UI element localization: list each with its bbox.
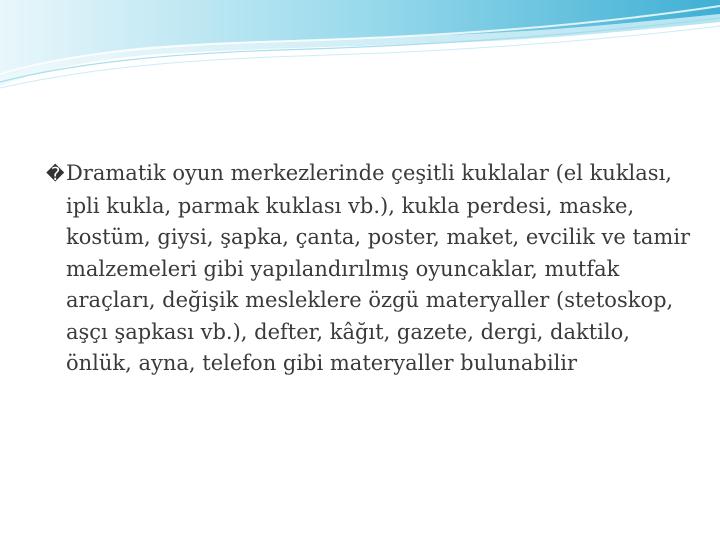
- slide-content: [46, 158, 696, 380]
- bullet-glyph: �: [46, 164, 65, 185]
- bullet-paragraph: [46, 158, 696, 380]
- header-wave-decoration: [0, 0, 720, 90]
- body-text: Dramatik oyun merkezlerinde çeşitli kuklalar (el kuklası, ipli kukla, parmak kuklası vb.), kukla perdesi, maske, kostüm, giysi, şapka, çanta, poster, maket, evcilik ve tamir malzemeleri gibi yapılandırılmış oyuncaklar, mutfak araçları, değişik mesleklere özgü materyaller (stetoskop, aşçı şapkası vb.), defter, kâğıt, gazete, dergi, daktilo, önlük, ayna, telefon gibi materyaller bulunabilir: [66, 161, 691, 375]
